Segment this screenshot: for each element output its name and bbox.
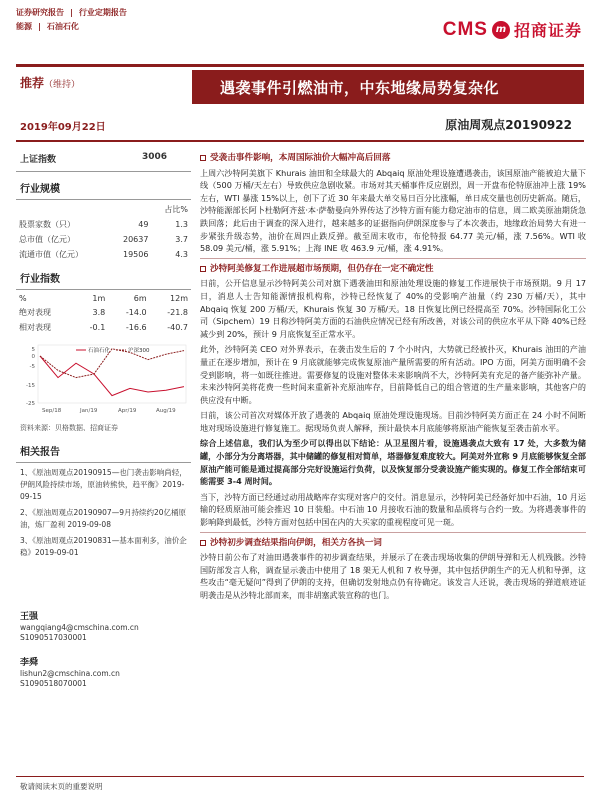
row-value: -14.0	[125, 308, 147, 317]
industry-unit: 占比%	[164, 205, 188, 214]
row-pct: 3.7	[175, 235, 188, 244]
analyst-name: 李舜	[20, 658, 39, 668]
row-label: 总市值（亿元）	[19, 235, 75, 244]
y-ticks	[26, 347, 35, 407]
section-heading-text: 沙特初步调查结果指向伊朗，相关方各执一词	[210, 537, 382, 548]
col-header: 12m	[170, 294, 188, 303]
section-heading	[200, 537, 586, 550]
y-tick-label: -5	[29, 364, 35, 370]
chart-source: 资料来源：贝格数据、招商证券	[20, 424, 118, 432]
table-row	[16, 292, 191, 305]
sub-sector: 石油石化	[46, 22, 79, 31]
row-value: 19506	[122, 250, 149, 259]
related-reports	[16, 463, 191, 559]
table-row	[16, 247, 191, 262]
index-name: 上证指数	[20, 155, 57, 165]
row-value: 3.8	[92, 308, 106, 317]
company-logo	[443, 18, 582, 41]
index-value: 3006	[141, 152, 167, 162]
row-value: -0.1	[89, 323, 106, 332]
related-report-link[interactable]: 1、《原油周观点20190915—也门袭击影响尚轻，伊朗风险持续市场，原油转熊快，趋平衡》2019-09-15	[20, 468, 187, 501]
section-heading-text: 受袭击事件影响，本周国际油价大幅冲高后回落	[210, 153, 391, 163]
header-separator: |	[70, 8, 73, 17]
header-divider	[16, 64, 584, 67]
chart-frame	[38, 345, 186, 403]
col-header: 6m	[133, 294, 147, 303]
section-heading	[200, 152, 586, 165]
y-tick-label: 0	[31, 354, 35, 360]
series-line-hs300	[40, 349, 184, 378]
rating	[20, 74, 80, 91]
paragraph: 当下，沙特方面已经通过动用战略库存实现对客户的交付。消息显示，沙特阿美已经备好加中石油，10 月运输的轻质原油可能会推迟 10 日装船。中石油 10 月接收石油的数量和品质将与合约一致。为将遇袭事件的影响降到最低，沙特方面对包括中国在内的大买家的重视程度可见一斑。	[200, 491, 586, 528]
industry-table	[16, 202, 191, 262]
bullet-square-icon	[200, 155, 206, 161]
y-tick-label: -25	[26, 401, 35, 407]
x-tick-label: Jan/19	[80, 408, 98, 414]
section-heading-text: 沙特阿美修复工作进展超市场预期，但仍存在一定不确定性	[210, 263, 434, 274]
chart-legend	[76, 346, 150, 354]
row-label: 绝对表现	[19, 308, 51, 317]
row-value: 49	[138, 220, 149, 229]
paragraph: 上周六沙特阿美旗下 Khurais 油田和全球最大的 Abqaiq 原油处理设施遭遇袭击，该国原油产能被迫大量下线（500 万桶/天左右）导致供应急剧收紧。市场对其天桶事件反应剧烈，周一开盘布伦特原油冲上涨 19%左右，WTI 暴涨 15%以上，创下了近 30 年来最大单交易日百分比涨幅，单日成交量也创历史新高。随后，沙特能源部长阿卜杜勒阿齐兹·本·萨勒曼向外界传达了沙特方面有能力稳定油市的信息，周二欧美原油期货急跌回落；此后由于调查的深入进行，越来越多的证据指向伊朗深度参与了本次袭击，地缘政治局势大有进一步紧张升级态势，油价在周四止跌反弹。截至周末收市，布伦特报 64.77 美元/桶，涨 7.56%。WTI 收 58.09 美元/桶，涨 5.91%；上海 INE 收 463.9 元/桶，涨 4.91%。	[200, 167, 586, 254]
section-divider	[200, 258, 586, 259]
logo-cn: 招商证券	[513, 21, 582, 40]
paragraph: 沙特日前公布了对油田遇袭事件的初步调查结果，并展示了在袭击现场收集的伊朗导弹和无人机残骸。沙特国防部发言人称，调查显示袭击中使用了 18 架无人机和 7 枚导弹，其中包括伊朗生产的无人机和导弹，这些攻击“毫无疑问”得到了伊朗的支持，但确切发射地点仍有待确定。该发言人还说，袭击现场的弹道痕迹证明袭击是从沙特北部而来，而非胡塞武装宣称的也门。	[200, 552, 586, 600]
row-pct: 1.3	[175, 220, 188, 229]
paragraph: 此外，沙特阿美 CEO 对外界表示，在袭击发生后的 7 个小时内，大势就已经被扑灭，Khurais 油田的产油量正在逐步增加，预计在 9 月底就能够完成恢复原油产量所需要的所有活动。IPO 方面，阿美方面明确不会受到影响，将一如既往推进。需要修复的设施对整体未来影响尚不大，沙特阿美有充足的备产能弥补产量。未来沙特阿美将花费一些时间来重新补充原油库存，目前降低自己的组合管道的生产量来影响，其他客户的供应没有中断。	[200, 344, 586, 405]
perf-heading: 行业指数	[16, 262, 191, 290]
x-tick-label: Aug/19	[156, 408, 176, 414]
section-heading	[200, 263, 586, 276]
section-divider	[200, 532, 586, 533]
col-header: 1m	[92, 294, 106, 303]
analyst-name: 王强	[20, 612, 39, 622]
footer-note: 敬请阅读末页的重要说明	[20, 782, 103, 791]
index-row	[16, 148, 191, 172]
title-divider	[16, 140, 584, 142]
row-value: -21.8	[167, 308, 188, 317]
row-value: -40.7	[167, 323, 188, 332]
paragraph: 日前，该公司首次对媒体开放了遇袭的 Abqaiq 原油处理设施现场。目前沙特阿美方面正在 24 小时不间断地对现场设施进行修复施工。据现场负责人解释，预计最快本月底能够将原油产能恢复至袭击前水平。	[200, 410, 586, 433]
related-report-link[interactable]: 2、《原油周观点20190907—9月持续约20亿桶原油，炼厂盈利 2019-09-08	[20, 508, 187, 529]
report-frequency: 行业定期报告	[78, 8, 127, 17]
table-row	[16, 202, 191, 217]
y-tick-label: -15	[26, 383, 35, 389]
analyst-card	[20, 612, 190, 643]
rating-sub: （维持）	[44, 80, 81, 90]
bullet-square-icon	[200, 540, 206, 546]
report-subtitle: 原油周观点20190922	[445, 118, 572, 132]
footer-divider	[16, 776, 584, 777]
main-content	[200, 148, 586, 605]
legend-label-b: 沪深300	[128, 348, 150, 354]
x-ticks	[42, 408, 176, 414]
series-line-oil	[40, 356, 184, 396]
row-value: 20637	[122, 235, 149, 244]
analyst-card	[20, 658, 190, 689]
row-label: 股票家数（只）	[19, 220, 75, 229]
row-label: 流通市值（亿元）	[19, 250, 83, 259]
table-row	[16, 217, 191, 232]
paragraph-conclusion: 综合上述信息，我们认为至少可以得出以下结论：从卫星图片看，设施遇袭点大致有 17 处，大多数为储罐，小部分为分离塔器，其中储罐的修复相对简单，塔器修复难度较大。阿美对外宣称 9 月底能够恢复全部原油产能可能是通过提高部分完好设施运行负荷，以及恢复部分受袭设施产能实现的。修复工作全部结束可能需要 3-4 周时间。	[200, 438, 586, 487]
report-title: 遇袭事件引燃油市，中东地缘局势复杂化	[192, 70, 584, 104]
row-label: 相对表现	[19, 323, 51, 332]
rating-main: 推荐	[20, 76, 45, 90]
performance-chart	[16, 341, 191, 419]
y-tick-label: 5	[31, 347, 35, 353]
analyst-email[interactable]: wangqiang4@cmschina.com.cn	[20, 623, 139, 632]
table-row	[16, 320, 191, 335]
sidebar	[16, 148, 191, 563]
table-row	[16, 305, 191, 320]
bullet-square-icon	[200, 266, 206, 272]
table-row	[16, 232, 191, 247]
report-category-header	[16, 6, 127, 34]
header-separator: |	[38, 22, 41, 31]
logo-en: CMS	[442, 18, 488, 40]
row-value: -16.6	[125, 323, 147, 332]
report-date: 2019年09月22日	[20, 122, 106, 133]
analyst-cert: S1090517030001	[20, 633, 87, 642]
logo-mark-icon: m	[492, 21, 510, 39]
paragraph: 日前，公开信息显示沙特阿美公司对旗下遇袭油田和原油处理设施的修复工作进展快于市场预期。9 月 17 日，消息人士告知能源情报机构称，沙特已经恢复了 40%的受影响产油量（约 230 万桶/天），其中 Abqaiq 恢复 200 万桶/天，Khurais 恢复 30 万桶/天。18 日恢复比例已经提高至 70%。沙特国际化工公司（Sipchem）19 日称沙特阿美方面的石油供应情况已经有所改善，对该公司的供应水平从下降 40%已经减少到 20%，预计 9 月底恢复至正常水平。	[200, 278, 586, 339]
industry-heading: 行业规模	[16, 172, 191, 200]
related-report-link[interactable]: 3、《原油周观点20190831—基本面利多，油价企稳》2019-09-01	[20, 536, 187, 557]
analyst-cert: S1090518070001	[20, 679, 87, 688]
sector: 能源	[16, 22, 32, 31]
x-tick-label: Apr/19	[118, 408, 137, 414]
legend-label-a: 石油石化	[88, 348, 111, 354]
related-heading: 相关报告	[16, 435, 191, 463]
row-pct: 4.3	[175, 250, 188, 259]
x-tick-label: Sep/18	[42, 408, 62, 414]
report-type: 证券研究报告	[16, 8, 64, 17]
perf-table	[16, 292, 191, 335]
col-header: %	[19, 294, 27, 303]
analyst-email[interactable]: lishun2@cmschina.com.cn	[20, 669, 120, 678]
